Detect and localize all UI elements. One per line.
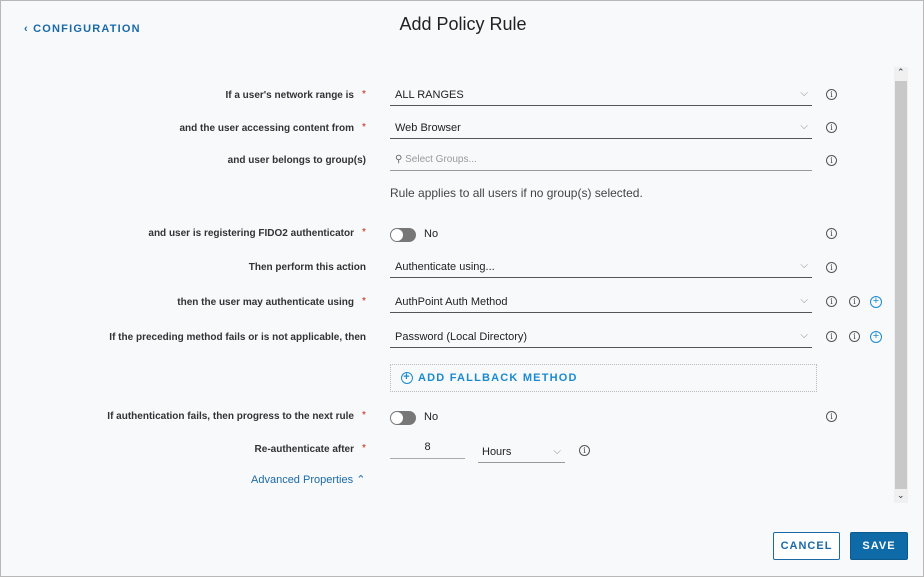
info-icon[interactable]: i — [826, 262, 837, 273]
auth-method-label: then the user may authenticate using — [177, 297, 354, 308]
reauth-value-input[interactable]: 8 — [390, 441, 465, 459]
required-marker: * — [362, 227, 366, 238]
search-icon: ⚲ — [395, 154, 406, 165]
info-icon[interactable]: i — [826, 122, 837, 133]
fallback-method-select[interactable]: Password (Local Directory) ⌵ — [390, 328, 812, 348]
plus-circle-icon: + — [401, 372, 413, 384]
add-method-plus-icon[interactable]: + — [870, 296, 882, 308]
chevron-down-icon: ⌵ — [800, 330, 808, 341]
chevron-left-icon: ‹ — [24, 23, 34, 35]
action-select[interactable]: Authenticate using... ⌵ — [390, 258, 812, 278]
device-type-select[interactable]: Web Browser ⌵ — [390, 119, 812, 139]
add-method-plus-icon[interactable]: + — [870, 331, 882, 343]
back-to-configuration-link[interactable]: ‹ CONFIGURATION — [24, 23, 141, 35]
access-content-label: and the user accessing content from — [179, 123, 354, 134]
fido-toggle[interactable] — [390, 228, 416, 242]
action-label: Then perform this action — [248, 262, 366, 273]
required-marker: * — [362, 443, 366, 454]
network-range-label: If a user's network range is — [225, 90, 354, 101]
fido-label: and user is registering FIDO2 authenticator — [148, 228, 354, 239]
auth-method-select[interactable]: AuthPoint Auth Method ⌵ — [390, 293, 812, 313]
cancel-button[interactable]: CANCEL — [773, 532, 840, 560]
advanced-properties-toggle[interactable]: Advanced Properties ⌃ — [251, 474, 366, 486]
fido-toggle-value: No — [424, 228, 439, 240]
groups-help-text: Rule applies to all users if no group(s) selected. — [390, 186, 643, 200]
chevron-down-icon: ⌵ — [800, 88, 808, 99]
chevron-down-icon: ⌵ — [800, 121, 808, 132]
chevron-down-icon: ⌵ — [800, 260, 808, 271]
page-title: Add Policy Rule — [399, 14, 527, 34]
info-icon[interactable]: i — [826, 411, 837, 422]
scroll-down-arrow-icon[interactable]: ⌄ — [897, 490, 905, 500]
groups-label: and user belongs to group(s) — [227, 155, 366, 166]
required-marker: * — [362, 89, 366, 100]
progress-next-rule-label: If authentication fails, then progress to the next rule — [107, 411, 354, 422]
fallback-label: If the preceding method fails or is not applicable, then — [109, 332, 366, 343]
scrollbar-thumb[interactable] — [895, 81, 907, 489]
progress-next-rule-toggle[interactable] — [390, 411, 416, 425]
scrollbar[interactable] — [894, 67, 908, 503]
required-marker: * — [362, 296, 366, 307]
chevron-down-icon: ⌵ — [553, 446, 561, 457]
info-icon[interactable]: i — [826, 155, 837, 166]
info-icon[interactable]: i — [826, 331, 837, 342]
info-icon[interactable]: i — [849, 331, 860, 342]
chevron-up-icon: ⌃ — [356, 474, 366, 486]
required-marker: * — [362, 122, 366, 133]
chevron-down-icon: ⌵ — [800, 295, 808, 306]
info-icon[interactable]: i — [826, 228, 837, 239]
scroll-up-arrow-icon[interactable]: ⌃ — [897, 67, 905, 77]
network-range-select[interactable]: ALL RANGES ⌵ — [390, 86, 812, 106]
required-marker: * — [362, 410, 366, 421]
add-fallback-method-button[interactable]: + ADD FALLBACK METHOD — [390, 364, 817, 392]
progress-toggle-value: No — [424, 411, 439, 423]
info-icon[interactable]: i — [579, 445, 590, 456]
save-button[interactable]: SAVE — [850, 532, 908, 560]
groups-search-input[interactable]: ⚲ Select Groups... — [390, 151, 812, 171]
info-icon[interactable]: i — [849, 296, 860, 307]
reauth-label: Re-authenticate after — [254, 444, 354, 455]
info-icon[interactable]: i — [826, 89, 837, 100]
info-icon[interactable]: i — [826, 296, 837, 307]
reauth-unit-select[interactable]: Hours ⌵ — [478, 444, 565, 463]
